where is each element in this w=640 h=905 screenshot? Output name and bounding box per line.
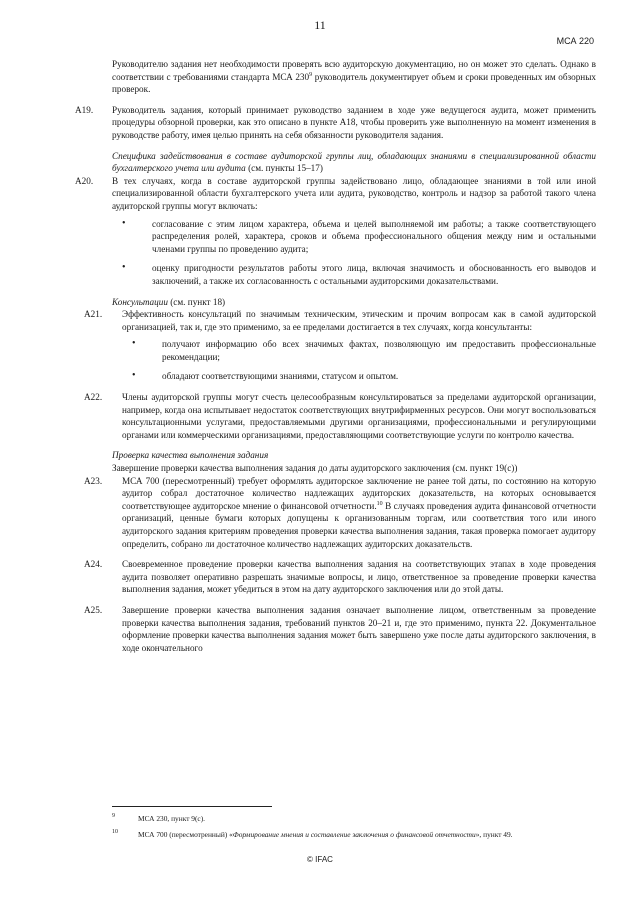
- paragraph-a20: [75, 175, 596, 288]
- paragraph-text-part1: МСА 700 (пересмотренный) требует оформлять аудиторское заключение не ранее той даты, по состоянию на которую аудитор собрал достаточное количество надлежащих аудиторских доказательств, на которых основывается соответствующее аудиторское мнение о финансовой отчетности.: [122, 475, 596, 511]
- section-heading-quality-review: Проверка качества выполнения задания: [112, 450, 269, 461]
- footnote-number: 9: [112, 813, 115, 819]
- paragraph-a19: [75, 104, 596, 142]
- paragraph-text: Завершение проверки качества выполнения задания означает выполнение лицом, ответственным за проведение проверки качества выполнения задания, требований пунктов 20–21 и, где это применимо, пункта 22. Документальное оформление проверки качества выполнения задания может быть завершено уже после даты аудиторского заключения, в ходе окончательного: [122, 604, 596, 653]
- paragraph-a23: [84, 475, 596, 551]
- heading-ref: (см. пункт 18): [167, 296, 226, 307]
- list-item-text: оценку пригодности результатов работы этого лица, включая значимость и обоснованность его выводов и заключений, а также их согласованность с остальными аудиторскими доказательствами.: [152, 263, 596, 286]
- paragraph-text: В тех случаях, когда в составе аудиторской группы задействовано лицо, обладающее знаниями в той или иной специализированной области бухгалтерского учета или аудита, руководство, контроль и надзор за работой такого члена аудиторской группы могут включать:: [112, 175, 596, 211]
- document-code: МСА 220: [556, 36, 594, 46]
- section-heading-specialists: [112, 150, 596, 175]
- paragraph-number: A20.: [75, 175, 94, 186]
- list-item: [122, 370, 596, 383]
- footnote-ref-9[interactable]: 9: [309, 71, 313, 78]
- heading-ref: (см. пункты 15–17): [245, 163, 323, 174]
- footnotes: [112, 813, 596, 845]
- paragraph-a22: [84, 391, 596, 441]
- paragraph-number: A25.: [84, 604, 103, 615]
- list-item: [112, 218, 596, 256]
- list-item-text: согласование с этим лицом характера, объема и целей выполняемой им работы; а также соответствующего распределения ролей, характера, сроков и объема профессионального общения между ним и остальными членами группы по проведению аудита;: [152, 218, 596, 254]
- paragraph-text: Эффективность консультаций по значимым техническим, этическим и прочим вопросам как в самой аудиторской организацией, так и, где это применимо, за ее пределами достигается в тех случаях, когда консультанты:: [122, 309, 596, 332]
- paragraph-number: A24.: [84, 559, 103, 570]
- subsection-line: Завершение проверки качества выполнения задания до даты аудиторского заключения (см. пункт 19(c)): [112, 463, 518, 474]
- footnote-number: 10: [112, 829, 118, 835]
- intro-tail: руководитель документирует объем и сроки проведенных им обзорных проверок.: [112, 71, 596, 95]
- document-body: [75, 58, 596, 662]
- paragraph-number: A19.: [75, 104, 94, 115]
- list-item: [122, 338, 596, 363]
- footnote-italic-title: Формирование мнения и составление заключения о финансовой отчетности: [232, 830, 476, 839]
- paragraph-a21: [84, 308, 596, 383]
- footnote-divider: [112, 806, 272, 807]
- bullet-icon: •: [132, 370, 136, 382]
- paragraph-text: [122, 475, 596, 551]
- intro-paragraph: [112, 58, 596, 96]
- list-item: [112, 262, 596, 287]
- paragraph-text: Своевременное проведение проверки качества выполнения задания на соответствующих этапах в ходе проведения аудита позволяет оперативно разрешать значимые вопросы, и лицо, ответственное за проведение проверки качества выполнения задания, может убедиться в этом на дату аудиторского заключения или до этой даты.: [122, 559, 596, 595]
- paragraph-text-part2: В случаях проведения аудита финансовой отчетности организаций, ценные бумаги которых допущены к организованным торгам, или соответствия того или иного аудиторского задания критериям проведения проверки качества выполнения задания, такая проверка помогает аудитору определить, собрано ли достаточное количество надлежащих аудиторских доказательств.: [122, 500, 596, 549]
- section-heading-consultations: [112, 296, 596, 309]
- copyright-footer: © IFAC: [307, 855, 333, 864]
- page-number: 11: [314, 18, 326, 32]
- footnote-10: [112, 829, 596, 840]
- paragraph-a24: [84, 558, 596, 596]
- footnote-ref-10[interactable]: 10: [376, 500, 383, 507]
- footnote-tail: », пункт 49.: [475, 830, 513, 839]
- bullet-icon: •: [132, 338, 136, 350]
- paragraph-number: A21.: [84, 309, 103, 320]
- paragraph-text: Руководитель задания, который принимает руководство заданием в ходе уже ведущегося аудита, может применить процедуры обзорной проверки, как это описано в пункте A18, чтобы проверить уже выполненную на момент изменения в руководстве работу, имея целью принять на себя обязанности руководителя задания.: [112, 104, 596, 140]
- intro-text: Руководителю задания нет необходимости проверять всю аудиторскую документацию, но он может это сделать. Однако в соответствии с требованиями стандарта МСА 230: [112, 59, 596, 82]
- bullet-icon: •: [122, 262, 126, 274]
- footnote-text: МСА 230, пункт 9(с).: [138, 814, 206, 823]
- bullet-icon: •: [122, 217, 126, 229]
- paragraph-text: Члены аудиторской группы могут счесть целесообразным консультироваться за пределами аудиторской организации, например, когда она испытывает недостаток соответствующих внутрифирменных ресурсов. Они могут воспользоваться консультационными услугами, предоставляемыми другими организациями, профессиональными и регулирующими органами или коммерческими организациями, предоставляющими соответствующие услуги по контролю качества.: [122, 392, 596, 440]
- paragraph-number: A23.: [84, 475, 103, 486]
- heading-italic: Специфика задействования в составе аудиторской группы лиц, обладающих знаниями в специализированной области бухгалтерского учета или аудита: [112, 150, 596, 174]
- footnote-9: [112, 813, 596, 824]
- list-item-text: получают информацию обо всех значимых фактах, позволяющую им предоставить профессиональные рекомендации;: [162, 339, 596, 362]
- heading-italic: Консультации: [112, 296, 168, 307]
- footnote-text: МСА 700 (пересмотренный) «: [138, 830, 233, 839]
- paragraph-number: A22.: [84, 392, 103, 403]
- list-item-text: обладают соответствующими знаниями, статусом и опытом.: [162, 371, 399, 382]
- paragraph-a25: [84, 604, 596, 654]
